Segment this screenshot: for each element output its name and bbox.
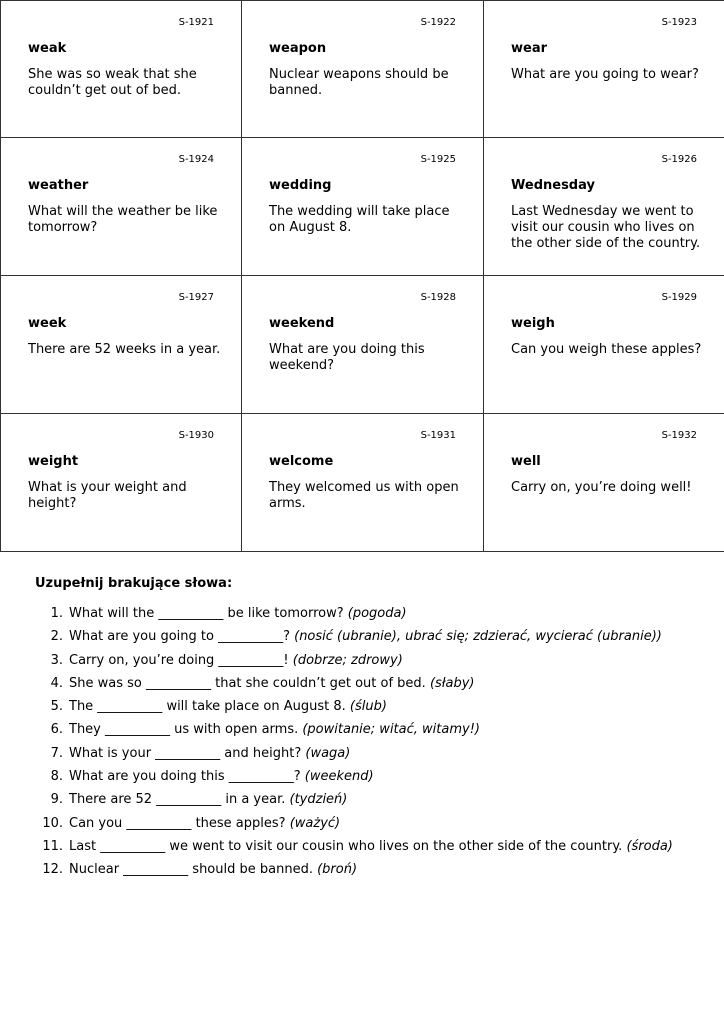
exercise-number: 8. <box>50 769 63 785</box>
exercise-sentence <box>69 629 662 645</box>
exercise-sentence <box>69 606 407 622</box>
card-sentence: They welcomed us with open arms. <box>269 480 459 511</box>
exercise-item <box>0 653 724 676</box>
exercise-number: 6. <box>50 722 63 738</box>
exercise-text: Carry on, you’re doing __________! <box>69 652 293 668</box>
flashcard <box>0 138 242 276</box>
card-sentence: What are you going to wear? <box>511 67 699 82</box>
exercise-number: 12. <box>42 862 63 878</box>
exercise-hint: (słaby) <box>429 675 475 691</box>
flashcard <box>484 414 724 552</box>
exercise-sentence <box>69 862 357 878</box>
card-word: weekend <box>269 316 335 331</box>
card-code: S-1928 <box>420 292 456 303</box>
exercise-hint: (waga) <box>305 745 351 761</box>
card-sentence: She was so weak that she couldn’t get out of bed. <box>28 67 197 98</box>
exercise-text: What are you doing this __________? <box>69 769 305 785</box>
exercise-item <box>0 746 724 769</box>
exercise-sentence <box>69 676 475 692</box>
exercise-number: 5. <box>50 699 63 715</box>
card-code: S-1932 <box>661 430 697 441</box>
card-code: S-1924 <box>178 154 214 165</box>
exercise-hint: (tydzień) <box>289 792 348 808</box>
exercise-text: They __________ us with open arms. <box>69 722 303 738</box>
exercise-list <box>0 606 724 886</box>
exercise-item <box>0 699 724 722</box>
exercise-title: Uzupełnij brakujące słowa: <box>35 576 233 591</box>
card-word: weigh <box>511 316 555 331</box>
card-word: weak <box>28 41 67 56</box>
flashcard <box>484 138 724 276</box>
exercise-hint: (broń) <box>317 862 358 878</box>
flashcard <box>242 414 484 552</box>
card-word: wedding <box>269 178 332 193</box>
card-sentence: Carry on, you’re doing well! <box>511 480 692 495</box>
exercise-text: What is your __________ and height? <box>69 745 306 761</box>
card-code: S-1925 <box>420 154 456 165</box>
flashcard <box>242 0 484 138</box>
exercise-sentence <box>69 792 347 808</box>
card-word: wear <box>511 41 548 56</box>
card-sentence: What are you doing this weekend? <box>269 342 425 373</box>
exercise-number: 9. <box>50 792 63 808</box>
exercise-number: 1. <box>50 606 63 621</box>
flashcard <box>242 276 484 414</box>
exercise-sentence <box>69 816 340 832</box>
exercise-text: What are you going to __________? <box>69 629 295 645</box>
card-sentence: Nuclear weapons should be banned. <box>269 67 449 98</box>
exercise-item <box>0 606 724 629</box>
exercise-text: Last __________ we went to visit our cousin who lives on the other side of the country. <box>69 838 627 854</box>
exercise-sentence <box>69 653 403 669</box>
card-word: week <box>28 316 67 331</box>
card-word: weapon <box>269 41 327 56</box>
exercise-item <box>0 629 724 652</box>
exercise-hint: (pogoda) <box>347 606 407 621</box>
exercise-text: Can you __________ these apples? <box>69 815 290 831</box>
exercise-hint: (ważyć) <box>289 815 341 831</box>
exercise-item <box>0 676 724 699</box>
exercise-text: She was so __________ that she couldn’t get out of bed. <box>69 675 430 691</box>
card-code: S-1930 <box>178 430 214 441</box>
exercise-hint: (środa) <box>626 838 673 854</box>
card-word: welcome <box>269 454 334 469</box>
exercise-number: 3. <box>50 652 63 668</box>
card-word: well <box>511 454 541 469</box>
flashcard <box>0 276 242 414</box>
exercise-sentence <box>69 746 350 762</box>
exercise-hint: (dobrze; zdrowy) <box>292 652 403 668</box>
exercise-sentence <box>69 699 387 715</box>
exercise-text: Nuclear __________ should be banned. <box>69 862 318 878</box>
exercise-hint: (nosić (ubranie), ubrać się; zdzierać, wycierać (ubranie)) <box>294 629 662 645</box>
card-code: S-1927 <box>178 292 214 303</box>
card-sentence: What will the weather be like tomorrow? <box>28 204 218 235</box>
card-sentence: The wedding will take place on August 8. <box>269 204 450 235</box>
card-code: S-1923 <box>661 17 697 28</box>
exercise-item <box>0 862 724 885</box>
exercise-sentence <box>69 839 673 855</box>
card-sentence: There are 52 weeks in a year. <box>28 342 221 357</box>
exercise-sentence <box>69 722 480 738</box>
exercise-number: 11. <box>42 838 63 854</box>
card-code: S-1931 <box>420 430 456 441</box>
card-word: weight <box>28 454 79 469</box>
card-code: S-1929 <box>661 292 697 303</box>
card-code: S-1921 <box>178 17 214 28</box>
flashcard <box>0 414 242 552</box>
exercise-hint: (weekend) <box>304 769 374 785</box>
flashcard <box>484 0 724 138</box>
exercise-number: 2. <box>50 629 63 645</box>
card-word: Wednesday <box>511 178 595 193</box>
flashcard <box>0 0 242 138</box>
exercise-item <box>0 839 724 862</box>
exercise-item <box>0 769 724 792</box>
card-sentence: What is your weight and height? <box>28 480 187 511</box>
exercise-text: There are 52 __________ in a year. <box>69 792 290 808</box>
exercise-number: 10. <box>42 815 63 831</box>
card-sentence: Can you weigh these apples? <box>511 342 702 357</box>
exercise-hint: (powitanie; witać, witamy!) <box>302 722 480 738</box>
exercise-sentence <box>69 769 374 785</box>
card-code: S-1922 <box>420 17 456 28</box>
exercise-text: The __________ will take place on August 8. <box>69 699 350 715</box>
exercise-text: What will the __________ be like tomorrow? <box>69 606 348 621</box>
card-sentence: Last Wednesday we went to visit our cousin who lives on the other side of the country. <box>511 204 701 251</box>
exercise-hint: (ślub) <box>349 699 387 715</box>
exercise-item <box>0 792 724 815</box>
exercise-item <box>0 722 724 745</box>
card-word: weather <box>28 178 89 193</box>
exercise-item <box>0 816 724 839</box>
flashcard <box>242 138 484 276</box>
card-code: S-1926 <box>661 154 697 165</box>
exercise-number: 7. <box>50 745 63 761</box>
flashcard <box>484 276 724 414</box>
exercise-number: 4. <box>50 675 63 691</box>
